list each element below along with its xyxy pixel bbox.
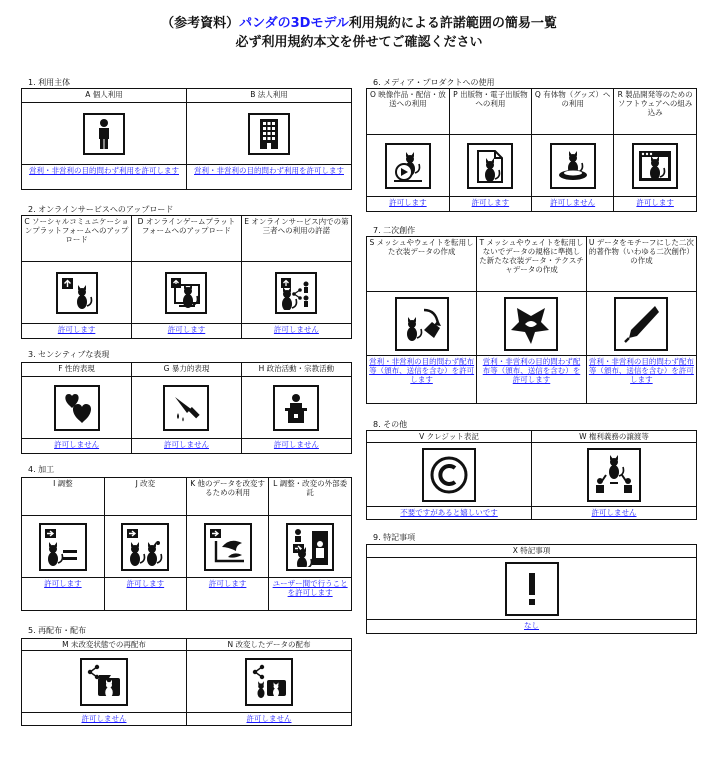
cell-pic [450,135,531,197]
header-line-2: 必ず利用規約本文を併せてご確認ください [235,35,483,50]
cell-label: M 未改変状態での再配布 [22,639,186,651]
section-5-table [21,638,352,726]
podium-icon [273,385,319,431]
cell-t-new-costume [477,237,587,403]
cell-status[interactable]: 営利・非営利の目的問わず配布等（頒布、送信を含む）を許可します [482,357,581,384]
cell-label: L 調整・改変の外部委託 [269,478,351,516]
cell-pic [187,103,351,165]
header-line-1 [0,14,718,33]
cell-status[interactable]: 許可します [44,579,82,588]
cell-status[interactable]: 営利・非営利の目的問わず配布等（頒布、送信を含む）を許可します [588,357,694,384]
cell-v-credit [367,431,532,519]
document-header [0,14,718,52]
cell-label: C ソーシャルコミュニケーションプラットフォームへのアップロード [22,216,131,262]
cell-label: S メッシュやウェイトを転用した衣装データの作成 [367,237,476,292]
exclamation-icon [505,562,559,616]
cell-pic [187,516,268,578]
cell-e-third-party [241,216,351,338]
cell-status[interactable]: 許可しません [550,198,596,207]
section-6-table [366,88,697,212]
software-icon [632,143,678,189]
cell-pic [22,516,104,578]
cell-label: O 映像作品・配信・放送への利用 [367,89,449,135]
cell-status[interactable]: 営利・非営利の目的問わず利用を許可します [29,166,179,175]
section-2-table [21,215,352,339]
cell-status[interactable]: 営利・非営利の目的問わず利用を許可します [194,166,344,175]
section-7-table [366,236,697,404]
cell-status[interactable]: 許可しません [163,440,209,449]
cell-x-special-notes [367,545,696,633]
cell-label: V クレジット表記 [367,431,531,443]
section-7-title: 7. 二次創作 [373,226,416,235]
cell-p-publication [449,89,531,211]
cell-pic [242,262,351,324]
section-6-title: 6. メディア・プロダクトへの使用 [373,78,495,87]
cell-pic [532,443,696,507]
cell-label: Q 有体物（グッズ）への利用 [532,89,613,135]
cell-d-game-upload [132,216,242,338]
other-data-icon [204,523,252,571]
section-8-title: 8. その他 [373,420,408,429]
cell-pic [242,377,351,439]
cell-label: F 性的表現 [22,363,131,377]
cell-status[interactable]: 許可しません [81,714,127,723]
section-4-table [21,477,352,611]
goods-icon [550,143,596,189]
publication-icon [467,143,513,189]
cell-status[interactable]: 許可します [126,579,165,588]
cell-i-adjust [22,478,104,610]
cell-label: I 調整 [22,478,104,516]
upload-social-icon [56,272,98,314]
section-9-title: 9. 特記事項 [373,533,416,542]
cell-c-social-upload [22,216,132,338]
cell-label: N 改変したデータの配布 [187,639,351,651]
cell-l-outsource [269,478,351,610]
upload-game-icon [165,272,207,314]
cell-status[interactable]: 不要ですがあると嬉しいです [400,508,498,517]
cell-pic [22,103,186,165]
cell-label: H 政治活動・宗教活動 [242,363,351,377]
section-9-table [366,544,697,634]
cell-label: B 法人利用 [187,89,351,103]
share-third-party-icon [275,272,317,314]
cell-pic [477,292,586,356]
redistribute-icon [80,658,128,706]
cell-pic [587,292,696,356]
knife-icon [163,385,209,431]
cell-b-corporate-use [187,89,352,189]
cell-pic [22,262,131,324]
adjust-icon [39,523,87,571]
cell-status[interactable]: 許可しません [54,440,100,449]
header-title: 利用規約による許諾範囲の簡易一覧 [348,16,557,31]
person-icon [83,113,125,155]
video-icon [385,143,431,189]
cell-pic [614,135,696,197]
cell-pic [367,135,449,197]
cell-status[interactable]: 許可します [167,325,206,334]
transfer-rights-icon [587,448,641,502]
cell-pic [532,135,613,197]
cell-r-software [614,89,696,211]
cell-label: T メッシュやウェイトを転用しないでデータの規格に準拠した新たな衣装データ・テクスチャデータの作成 [477,237,586,292]
section-3-table [21,362,352,454]
pen-icon [614,297,668,351]
distribute-modified-icon [245,658,293,706]
cell-label: W 権利義務の譲渡等 [532,431,696,443]
cell-pic [22,377,131,439]
header-prefix: （参考資料） [161,16,240,31]
cell-w-transfer-rights [532,431,697,519]
cell-k-other-data [187,478,269,610]
cell-label: A 個人利用 [22,89,186,103]
section-5-title: 5. 再配布・配布 [28,626,87,635]
new-costume-icon [504,297,558,351]
cell-pic [132,262,241,324]
cell-status[interactable]: 許可しません [273,325,319,334]
building-icon [248,113,290,155]
cell-label: E オンラインサービス内での第三者への利用の許諾 [242,216,351,262]
cell-pic [22,651,186,713]
cell-status[interactable]: 許可しません [591,508,637,517]
cell-pic [187,651,351,713]
cell-status[interactable]: 許可します [389,198,427,207]
cell-s-mesh-transfer [367,237,477,403]
cell-j-modify [104,478,186,610]
cell-label: R 製品開発等のためのソフトウェアへの組み込み [614,89,696,135]
cell-n-distribute-modified [187,639,352,725]
section-1-table [21,88,352,190]
section-4-title: 4. 加工 [28,465,55,474]
cell-label: U データをモチーフにした二次的著作物（いわゆる二次創作）の作成 [587,237,696,292]
cell-status[interactable]: ユーザー間で行うことを許可します [272,579,348,597]
cell-pic [269,516,351,578]
cell-pic [367,292,476,356]
modify-icon [121,523,169,571]
cell-h-political [241,363,351,453]
cell-f-sexual [22,363,132,453]
cell-pic [105,516,186,578]
cell-g-violent [132,363,242,453]
cell-status[interactable]: 許可します [636,198,674,207]
copyright-icon [422,448,476,502]
outsource-icon [286,523,334,571]
cell-status[interactable]: 許可しません [246,714,292,723]
section-8-table [366,430,697,520]
cell-pic [367,443,531,507]
cell-m-redistribute [22,639,187,725]
cell-o-video [367,89,449,211]
cell-status[interactable]: 許可します [471,198,510,207]
section-2-title: 2. オンラインサービスへのアップロード [28,205,174,214]
cell-label: P 出版物・電子出版物への利用 [450,89,531,135]
cell-u-derivative [586,237,696,403]
section-1-title: 1. 利用主体 [28,78,71,87]
cell-status[interactable]: 許可します [57,325,96,334]
cell-pic [367,558,696,620]
cell-q-goods [532,89,614,211]
header-model-name: パンダの3Dモデル [239,16,349,31]
cell-pic [132,377,241,439]
cell-label: K 他のデータを改変するための利用 [187,478,268,516]
mesh-transfer-icon [395,297,449,351]
cell-status[interactable]: なし [524,621,539,630]
cell-status[interactable]: 許可しません [273,440,319,449]
section-3-title: 3. センシティブな表現 [28,350,110,359]
cell-status[interactable]: 許可します [208,579,247,588]
cell-label: J 改変 [105,478,186,516]
cell-status[interactable]: 営利・非営利の目的問わず配布等（頒布、送信を含む）を許可します [369,357,475,384]
hearts-icon [54,385,100,431]
cell-a-personal-use [22,89,187,189]
cell-label: G 暴力的表現 [132,363,241,377]
cell-label: X 特記事項 [367,545,696,558]
cell-label: D オンラインゲームプラットフォームへのアップロード [132,216,241,262]
